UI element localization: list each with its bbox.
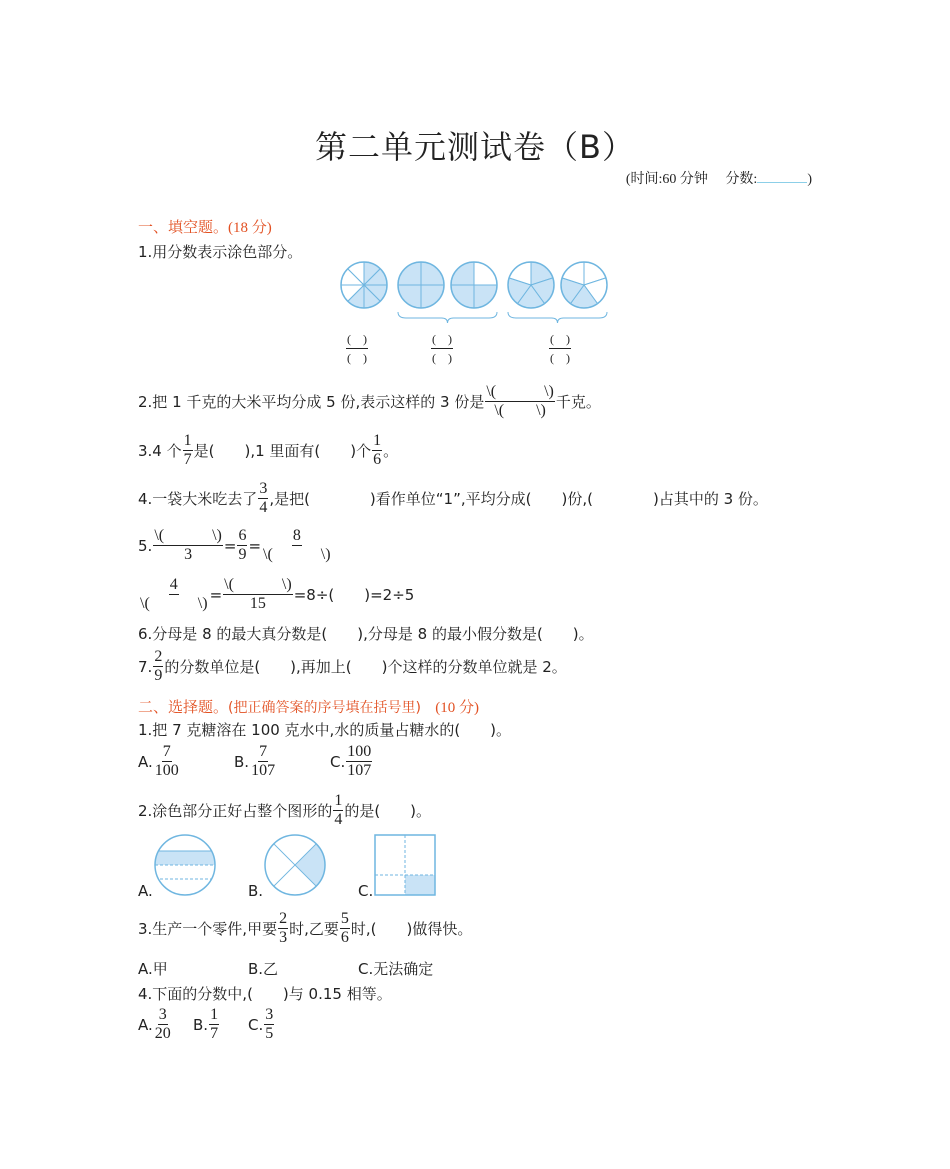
fraction-3-4: $\frac{3}{4}$ bbox=[259, 480, 268, 516]
q2-1-option-a[interactable]: A. $\frac{7}{100}$ bbox=[138, 743, 179, 779]
fraction-5-6: $\frac{5}{6}$ bbox=[340, 910, 349, 946]
q1-4: 4.一袋大米吃去了 $\frac{3}{4}$ ,是把( )看作单位“1”,平均分成( )份,( )占其中的 3 份。 bbox=[138, 480, 768, 516]
q1-1-answer-3[interactable]: $\frac{( )}{( )}$ bbox=[550, 332, 570, 365]
q1-1-text: 1.用分数表示涂色部分。 bbox=[138, 243, 303, 261]
fraction-1-4: $\frac{1}{4}$ bbox=[334, 792, 343, 828]
q2-2-option-c[interactable]: C. bbox=[358, 882, 374, 900]
q1-5-blank-3[interactable]: $\frac{4}{\backslash( \backslash)}$ bbox=[140, 576, 208, 612]
q2-4-text: 4.下面的分数中,( )与 0.15 相等。 bbox=[138, 985, 392, 1003]
q1-2-blank-fraction[interactable]: $\frac{\backslash( \backslash)}{\backslash( \backslash)}$ bbox=[486, 383, 554, 419]
q1-5-blank-2[interactable]: $\frac{8}{\backslash( \backslash)}$ bbox=[263, 527, 331, 563]
q2-3-option-c[interactable]: C.无法确定 bbox=[358, 960, 434, 978]
q2-1-option-c[interactable]: C. $\frac{100}{107}$ bbox=[330, 743, 372, 779]
q1-2-text: 2.把 1 千克的大米平均分成 5 份,表示这样的 3 份是 bbox=[138, 393, 485, 411]
q2-2: 2.涂色部分正好占整个图形的 $\frac{1}{4}$ 的是( )。 bbox=[138, 792, 432, 828]
q1-2: 2.把 1 千克的大米平均分成 5 份,表示这样的 3 份是 $\frac{\backslash( \backslash)}{\backslash( \backslash)}$ 千克。 bbox=[138, 383, 601, 419]
fraction-1-7: $\frac{1}{7}$ bbox=[183, 432, 192, 468]
q1-3: 3.4 个 $\frac{1}{7}$ 是( ),1 里面有( )个 $\frac{1}{6}$ 。 bbox=[138, 432, 399, 468]
fraction-6-9: $\frac{6}{9}$ bbox=[238, 527, 247, 563]
section1-title: 一、填空题。 bbox=[138, 218, 229, 236]
q1-5-blank-4[interactable]: $\frac{\backslash( \backslash)}{15}$ bbox=[224, 576, 292, 612]
close-paren: ) bbox=[807, 172, 812, 187]
q2-4-option-c[interactable]: C. $\frac{3}{5}$ bbox=[248, 1006, 274, 1042]
score-label: 分数: bbox=[725, 172, 758, 187]
fraction-2-9: $\frac{2}{9}$ bbox=[154, 648, 163, 684]
q1-7: 7. $\frac{2}{9}$ 的分数单位是( ),再加上( )个这样的分数单位就是 2。 bbox=[138, 648, 567, 684]
q1-5-blank-1[interactable]: $\frac{\backslash( \backslash)}{3}$ bbox=[154, 527, 222, 563]
q2-3-option-b[interactable]: B.乙 bbox=[248, 960, 279, 978]
q1-5a: 5. $\frac{\backslash( \backslash)}{3}$ = $\frac{6}{9}$ = $\frac{8}{\backslash( \backslash)}$ bbox=[138, 527, 331, 563]
q2-3: 3.生产一个零件,甲要 $\frac{2}{3}$ 时,乙要 $\frac{5}{6}$ 时,( )做得快。 bbox=[138, 910, 473, 946]
q2-3-option-a[interactable]: A.甲 bbox=[138, 960, 168, 978]
q1-6: 6.分母是 8 的最大真分数是( ),分母是 8 的最小假分数是( )。 bbox=[138, 625, 594, 643]
figure-b-circle bbox=[265, 835, 325, 895]
section2-title: 二、选择题。 bbox=[138, 698, 229, 716]
time-label: (时间:60 分钟 bbox=[625, 172, 708, 187]
q2-4-option-a[interactable]: A. $\frac{3}{20}$ bbox=[138, 1006, 171, 1042]
q2-1-text: 1.把 7 克糖溶在 100 克水中,水的质量占糖水的( )。 bbox=[138, 721, 512, 739]
section2-points: (10 分) bbox=[435, 700, 480, 716]
q1-5b: $\frac{4}{\backslash( \backslash)}$ = $\frac{\backslash( \backslash)}{15}$ =8÷( )=2÷5 bbox=[140, 576, 415, 612]
page-title: 第二单元测试卷（B） bbox=[315, 128, 635, 166]
q2-2-option-a[interactable]: A. bbox=[138, 882, 153, 900]
q1-1-answer-2[interactable]: $\frac{( )}{( )}$ bbox=[432, 332, 452, 365]
section1-points: (18 分) bbox=[228, 220, 272, 236]
q1-1-answer-1[interactable]: $\frac{( )}{( )}$ bbox=[347, 332, 367, 365]
fraction-1-6: $\frac{1}{6}$ bbox=[373, 432, 382, 468]
fraction-2-3: $\frac{2}{3}$ bbox=[279, 910, 288, 946]
figure-c-square bbox=[375, 835, 435, 895]
figure-a-circle bbox=[150, 835, 220, 895]
section2-note: (把正确答案的序号填在括号里) bbox=[228, 700, 421, 716]
q2-2-option-b[interactable]: B. bbox=[248, 882, 264, 900]
q2-1-option-b[interactable]: B. $\frac{7}{107}$ bbox=[234, 743, 276, 779]
q2-4-option-b[interactable]: B. $\frac{1}{7}$ bbox=[193, 1006, 219, 1042]
